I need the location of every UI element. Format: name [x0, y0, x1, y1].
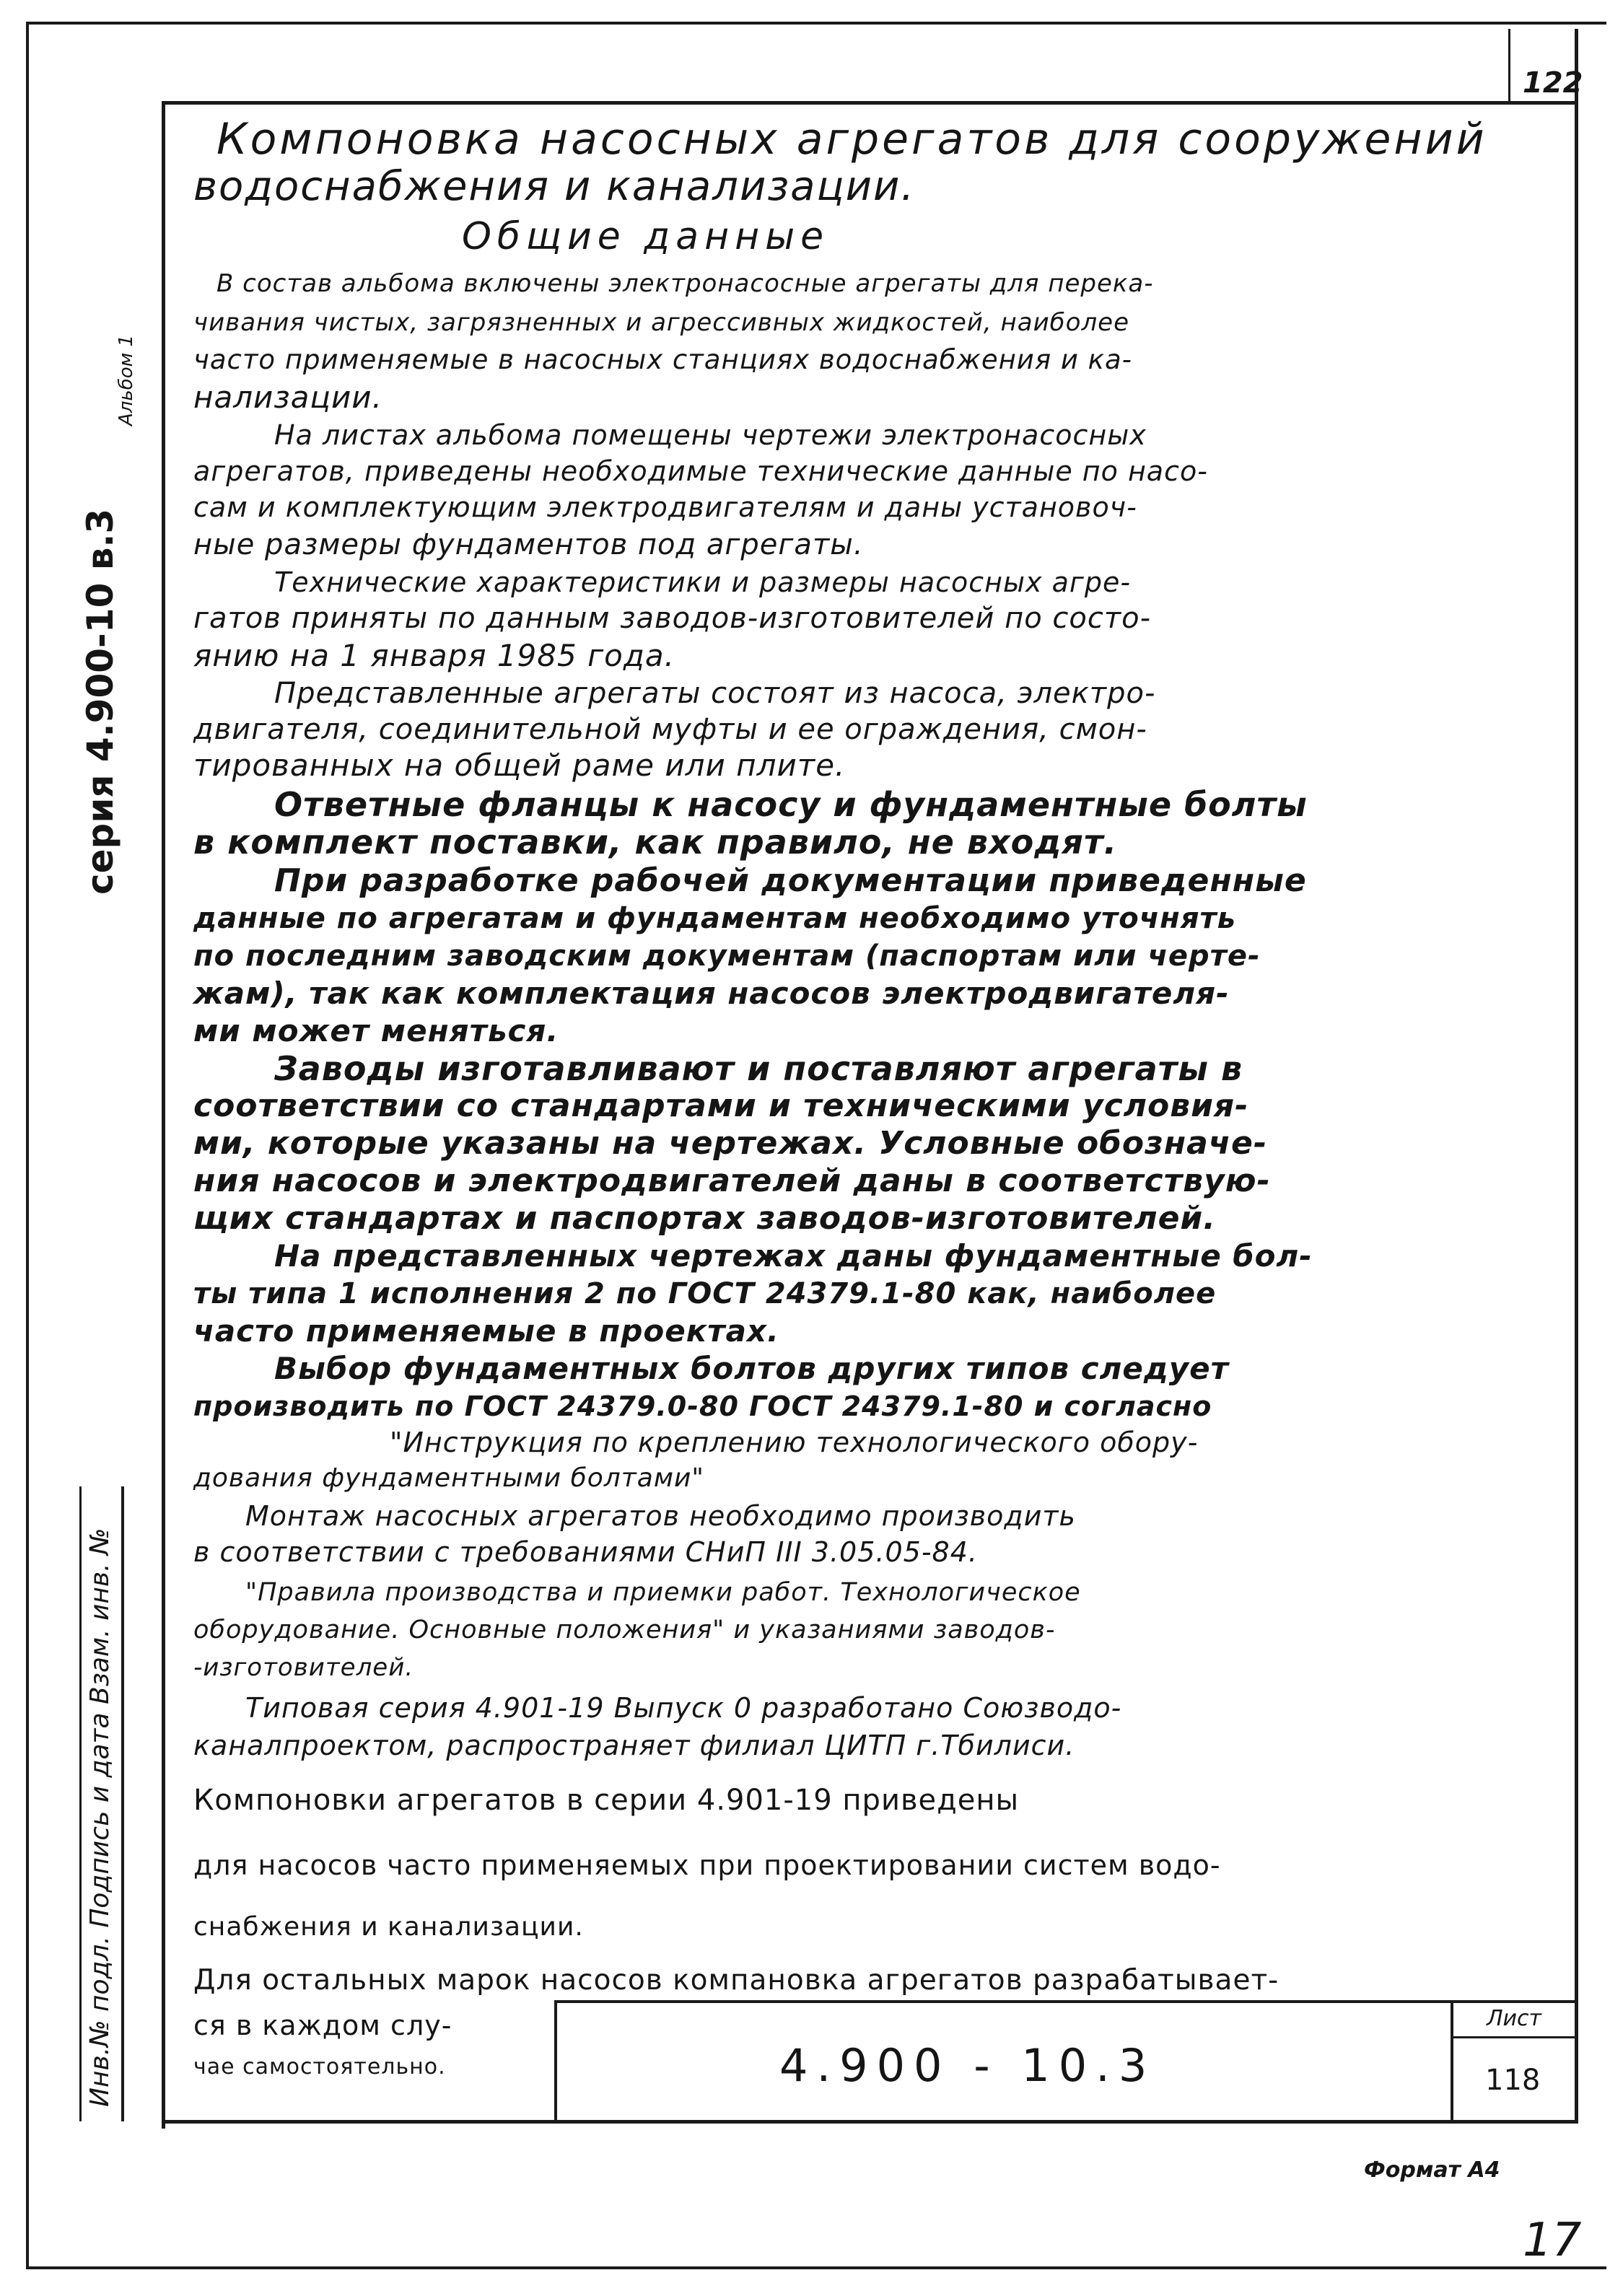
sheet-label: Лист	[1487, 2006, 1542, 2031]
text-line: часто применяемые в насосных станциях водоснабжения и ка-	[193, 344, 1133, 375]
title-block-sheet-hline	[1451, 2036, 1576, 2038]
top-page-number: 122	[1523, 66, 1583, 100]
document-title-line-1: Компоновка насосных агрегатов для сооружений	[216, 114, 1487, 165]
page-number-box-left	[1508, 29, 1510, 101]
text-line: янию на 1 января 1985 года.	[193, 638, 675, 673]
text-line: "Правила производства и приемки работ. Технологическое	[245, 1578, 1081, 1607]
text-line: гатов приняты по данным заводов-изготовителей по состо-	[193, 602, 1152, 635]
text-line: -изготовителей.	[193, 1653, 414, 1682]
text-line: часто применяемые в проектах.	[193, 1313, 779, 1349]
text-line: Представленные агрегаты состоят из насоса, электро-	[274, 677, 1156, 710]
text-line: ния насосов и электродвигателей даны в соответствую-	[193, 1162, 1271, 1199]
approval-stamp-column: Инв.№ подл. Подпись и дата Взам. инв. №	[85, 1528, 115, 2107]
inner-frame-bottom	[162, 2120, 1578, 2124]
text-line: в комплект поставки, как правило, не входят.	[193, 823, 1118, 862]
text-line: щих стандартах и паспортах заводов-изготовителей.	[193, 1200, 1216, 1237]
margin-divider	[121, 1486, 124, 2121]
series-label: серия 4.900-10 в.3	[79, 508, 121, 895]
text-line: ные размеры фундаментов под агрегаты.	[193, 528, 864, 561]
text-line: дования фундаментными болтами"	[193, 1463, 704, 1493]
sheet-number: 118	[1485, 2064, 1541, 2097]
text-line: снабжения и канализации.	[193, 1912, 584, 1942]
text-line: производить по ГОСТ 24379.0-80 ГОСТ 24379.1-80 и согласно	[193, 1390, 1212, 1422]
text-line: Ответные фланцы к насосу и фундаментные болты	[274, 785, 1308, 824]
text-line: "Инструкция по креплению технологического обору-	[390, 1427, 1199, 1458]
text-line: чае самостоятельно.	[193, 2054, 446, 2080]
inner-frame-right	[1575, 29, 1578, 2121]
text-line: оборудование. Основные положения" и указаниями заводов-	[193, 1616, 1056, 1644]
title-block-top	[554, 2000, 1576, 2003]
text-line: На представленных чертежах даны фундаментные бол-	[274, 1238, 1313, 1274]
document-title-line-2: водоснабжения и канализации.	[193, 163, 916, 210]
text-line: Монтаж насосных агрегатов необходимо производить	[245, 1500, 1076, 1532]
text-line: ся в каждом слу-	[193, 2010, 452, 2041]
text-line: чивания чистых, загрязненных и агрессивных жидкостей, наиболее	[193, 308, 1130, 337]
text-line: Для остальных марок насосов компановка агрегатов разрабатывает-	[193, 1964, 1279, 1997]
outer-frame-bottom	[26, 2266, 1606, 2269]
text-line: ми, которые указаны на чертежах. Условные обозначе-	[193, 1125, 1268, 1162]
text-line: Заводы изготавливают и поставляют агрегаты в	[274, 1049, 1243, 1088]
text-line: ми может меняться.	[193, 1013, 559, 1048]
title-block-left	[554, 2000, 557, 2121]
text-line: жам), так как комплектация насосов электродвигателя-	[193, 976, 1230, 1011]
section-heading: Общие данные	[462, 215, 830, 258]
text-line: нализации.	[193, 380, 382, 415]
text-line: агрегатов, приведены необходимые технические данные по насо-	[193, 455, 1208, 487]
inner-frame-left	[162, 101, 165, 2129]
text-line: Выбор фундаментных болтов других типов следует	[274, 1351, 1229, 1386]
text-line: двигателя, соединительной муфты и ее ограждения, смон-	[193, 713, 1147, 746]
album-label: Альбом 1	[115, 334, 137, 426]
text-line: Технические характеристики и размеры насосных агре-	[274, 566, 1132, 598]
text-line: При разработке рабочей документации приведенные	[274, 862, 1307, 899]
text-line: для насосов часто применяемых при проектировании систем водо-	[193, 1849, 1221, 1881]
text-line: данные по агрегатам и фундаментам необходимо уточнять	[193, 902, 1236, 935]
text-line: соответствии со стандартами и техническими условия-	[193, 1087, 1249, 1124]
inner-frame-top	[162, 101, 1576, 105]
text-line: Типовая серия 4.901-19 Выпуск 0 разработано Союзводо-	[245, 1692, 1122, 1724]
bottom-page-number: 17	[1523, 2214, 1582, 2267]
outer-frame-left	[26, 22, 29, 2269]
format-label: Формат А4	[1364, 2157, 1500, 2183]
margin-divider-2	[79, 1486, 82, 2121]
text-line: тированных на общей раме или плите.	[193, 748, 846, 783]
text-line: На листах альбома помещены чертежи электронасосных	[274, 419, 1147, 451]
text-line: в соответствии с требованиями СНиП III 3.05.05-84.	[193, 1536, 978, 1568]
designation: 4.900 - 10.3	[779, 2039, 1156, 2092]
text-line: сам и комплектующим электродвигателям и даны установоч-	[193, 491, 1137, 523]
text-line: каналпроектом, распространяет филиал ЦИТП г.Тбилиси.	[193, 1730, 1075, 1761]
text-line: Компоновки агрегатов в серии 4.901-19 приведены	[193, 1784, 1020, 1817]
text-line: ты типа 1 исполнения 2 по ГОСТ 24379.1-80 как, наиболее	[193, 1277, 1217, 1310]
text-line: по последним заводским документам (паспортам или черте-	[193, 939, 1261, 973]
title-block-sheet-divider	[1451, 2000, 1453, 2121]
outer-frame-top	[26, 22, 1606, 25]
text-line: В состав альбома включены электронасосные агрегаты для перека-	[216, 269, 1154, 298]
